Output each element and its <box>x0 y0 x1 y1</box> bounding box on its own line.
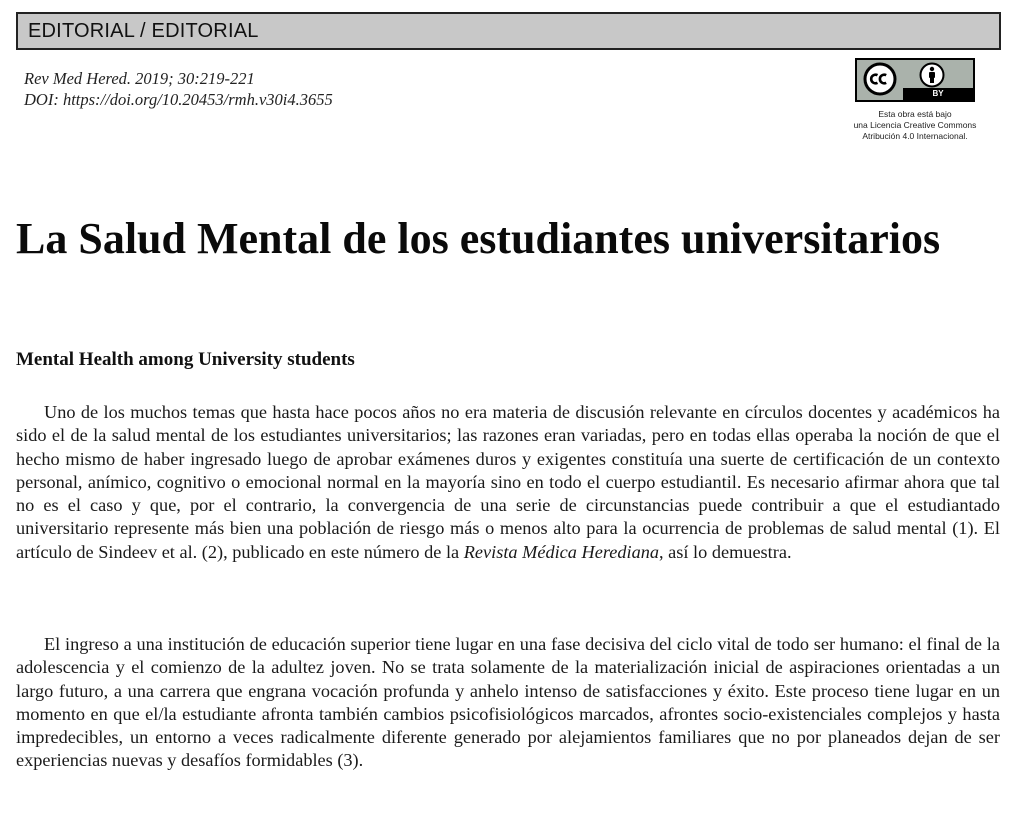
license-block <box>835 58 995 142</box>
license-text <box>835 109 995 142</box>
body-paragraph-1 <box>16 401 1000 564</box>
by-label: BY <box>903 88 973 100</box>
citation-block <box>24 68 333 110</box>
cc-by-badge[interactable] <box>855 58 975 102</box>
license-line-1: Esta obra está bajo <box>878 109 952 119</box>
article-subtitle: Mental Health among University students <box>16 349 355 370</box>
license-line-2: una Licencia Creative Commons <box>853 120 977 130</box>
cc-icon <box>863 62 897 96</box>
paragraph-1-text: Uno de los muchos temas que hasta hace pocos años no era materia de discusión relevante en círculos docentes y académicos ha sido el de la salud mental de los estudiantes universitarios; las razones eran variadas, pero en todas ellas operaba la noción de que el hecho mismo de haber ingresado luego de aprobar exámenes duros y exigentes constituía una suerte de certificación de un contexto personal, anímico, cognitivo o emocional normal en la mayoría sino en todo el cuerpo estudiantil. Es necesario afirmar ahora que tal no es el caso y que, por el contrario, la convergencia de una serie de circunstancias puede contribuir a que el estudiantado universitario represente más bien una población de riesgo más o menos alto para la ocurrencia de problemas de salud mental (1). El artículo de Sindeev et al. (2), publicado en este número de la <box>16 402 1000 562</box>
by-person-icon <box>919 62 945 88</box>
journal-citation: Rev Med Hered. 2019; 30:219-221 <box>24 69 255 88</box>
body-paragraph-2: El ingreso a una institución de educación superior tiene lugar en una fase decisiva del ciclo vital de todo ser humano: el final de la adolescencia y el comienzo de la adultez joven. No se trata solamente de la materialización inicial de aspiraciones orientadas a un largo futuro, a una carrera que engrana vocación profunda y anhelo intenso de satisfacciones y éxito. Este proceso tiene lugar en un momento en que el/la estudiante afronta también cambios psicofisiológicos marcados, afrontes socio-existenciales complejos y hasta impredecibles, un entorno a veces radicalmente diferente generado por alejamientos familiares que no por planeados dejan de ser experiencias nuevas y desafíos formidables (3). <box>16 634 1000 771</box>
article-title: La Salud Mental de los estudiantes universitarios <box>16 214 941 263</box>
doi-link[interactable]: DOI: https://doi.org/10.20453/rmh.v30i4.3655 <box>24 90 333 109</box>
section-header-bar <box>16 12 1001 50</box>
section-label: EDITORIAL / EDITORIAL <box>28 20 259 42</box>
license-line-3: Atribución 4.0 Internacional. <box>862 131 968 141</box>
journal-name: Revista Médica Herediana <box>463 541 660 562</box>
paragraph-1-end: , así lo demuestra. <box>659 541 792 562</box>
